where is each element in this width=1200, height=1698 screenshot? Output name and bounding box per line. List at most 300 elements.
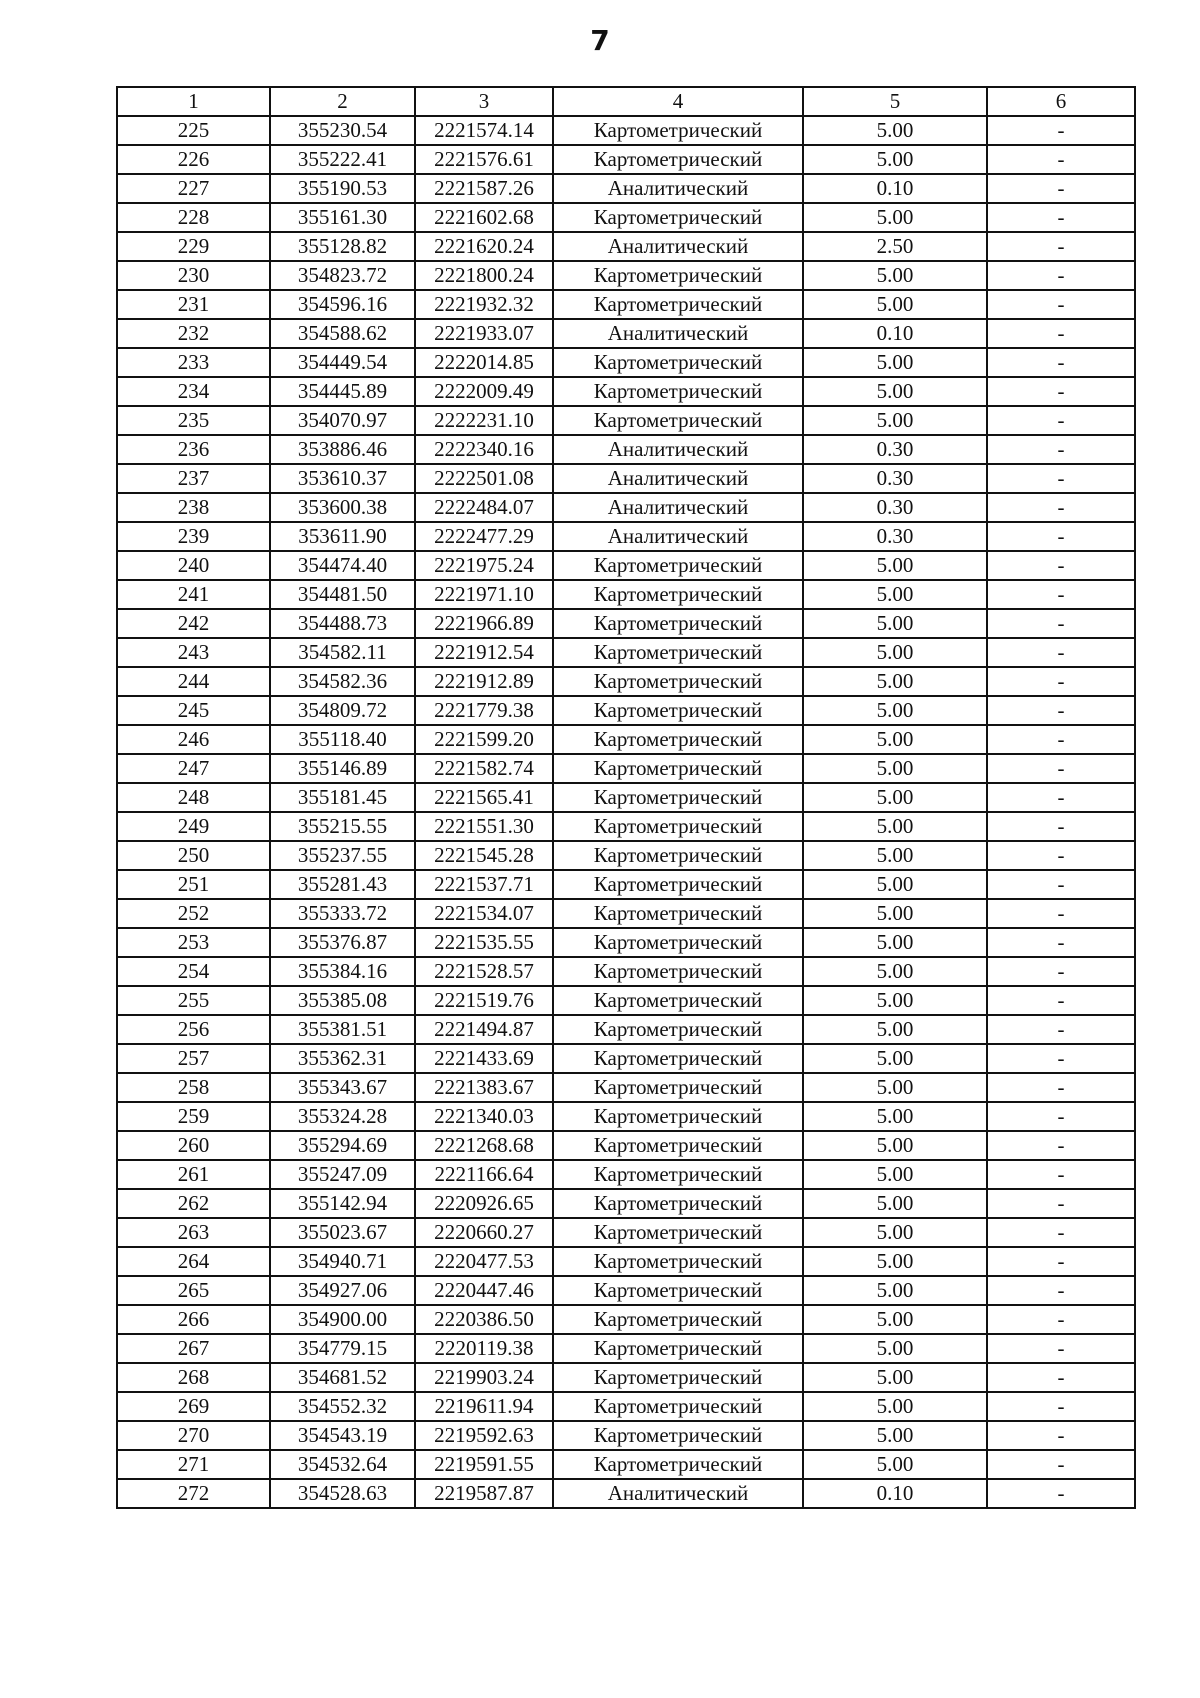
x-coordinate-cell: 355281.43 [270, 870, 415, 899]
y-coordinate-cell: 2219592.63 [415, 1421, 553, 1450]
x-coordinate-cell: 354528.63 [270, 1479, 415, 1508]
table-row [117, 1305, 1135, 1334]
accuracy-cell: 5.00 [803, 1334, 987, 1363]
x-coordinate-cell: 353886.46 [270, 435, 415, 464]
x-coordinate-cell: 355023.67 [270, 1218, 415, 1247]
note-cell: - [987, 725, 1135, 754]
note-cell: - [987, 812, 1135, 841]
accuracy-cell: 5.00 [803, 406, 987, 435]
accuracy-cell: 5.00 [803, 1102, 987, 1131]
note-cell: - [987, 377, 1135, 406]
accuracy-cell: 5.00 [803, 783, 987, 812]
accuracy-cell: 5.00 [803, 348, 987, 377]
accuracy-cell: 5.00 [803, 1189, 987, 1218]
table-row [117, 261, 1135, 290]
x-coordinate-cell: 355142.94 [270, 1189, 415, 1218]
table-row [117, 319, 1135, 348]
column-header: 2 [270, 87, 415, 116]
x-coordinate-cell: 355376.87 [270, 928, 415, 957]
point-number-cell: 266 [117, 1305, 270, 1334]
point-number-cell: 233 [117, 348, 270, 377]
accuracy-cell: 5.00 [803, 667, 987, 696]
point-number-cell: 264 [117, 1247, 270, 1276]
page-number: 7 [590, 24, 610, 57]
table-row [117, 377, 1135, 406]
accuracy-cell: 5.00 [803, 1218, 987, 1247]
y-coordinate-cell: 2221602.68 [415, 203, 553, 232]
method-cell: Картометрический [553, 1450, 803, 1479]
method-cell: Картометрический [553, 812, 803, 841]
accuracy-cell: 0.10 [803, 174, 987, 203]
accuracy-cell: 5.00 [803, 1247, 987, 1276]
y-coordinate-cell: 2221494.87 [415, 1015, 553, 1044]
point-number-cell: 238 [117, 493, 270, 522]
x-coordinate-cell: 355324.28 [270, 1102, 415, 1131]
point-number-cell: 237 [117, 464, 270, 493]
x-coordinate-cell: 355247.09 [270, 1160, 415, 1189]
accuracy-cell: 5.00 [803, 551, 987, 580]
y-coordinate-cell: 2221574.14 [415, 116, 553, 145]
point-number-cell: 253 [117, 928, 270, 957]
note-cell: - [987, 1450, 1135, 1479]
point-number-cell: 240 [117, 551, 270, 580]
accuracy-cell: 5.00 [803, 754, 987, 783]
accuracy-cell: 5.00 [803, 580, 987, 609]
y-coordinate-cell: 2221268.68 [415, 1131, 553, 1160]
point-number-cell: 243 [117, 638, 270, 667]
accuracy-cell: 0.30 [803, 493, 987, 522]
note-cell: - [987, 696, 1135, 725]
accuracy-cell: 5.00 [803, 1450, 987, 1479]
x-coordinate-cell: 354809.72 [270, 696, 415, 725]
y-coordinate-cell: 2220477.53 [415, 1247, 553, 1276]
table-row [117, 1073, 1135, 1102]
point-number-cell: 242 [117, 609, 270, 638]
table-row [117, 1363, 1135, 1392]
note-cell: - [987, 667, 1135, 696]
table-row [117, 406, 1135, 435]
point-number-cell: 260 [117, 1131, 270, 1160]
table-row [117, 1015, 1135, 1044]
table-row [117, 1392, 1135, 1421]
x-coordinate-cell: 354940.71 [270, 1247, 415, 1276]
x-coordinate-cell: 354070.97 [270, 406, 415, 435]
accuracy-cell: 5.00 [803, 1392, 987, 1421]
note-cell: - [987, 1073, 1135, 1102]
accuracy-cell: 5.00 [803, 261, 987, 290]
x-coordinate-cell: 354588.62 [270, 319, 415, 348]
x-coordinate-cell: 354488.73 [270, 609, 415, 638]
method-cell: Картометрический [553, 1218, 803, 1247]
note-cell: - [987, 551, 1135, 580]
y-coordinate-cell: 2222231.10 [415, 406, 553, 435]
method-cell: Картометрический [553, 1305, 803, 1334]
y-coordinate-cell: 2222340.16 [415, 435, 553, 464]
y-coordinate-cell: 2221800.24 [415, 261, 553, 290]
table-row [117, 638, 1135, 667]
note-cell: - [987, 435, 1135, 464]
point-number-cell: 231 [117, 290, 270, 319]
accuracy-cell: 5.00 [803, 870, 987, 899]
y-coordinate-cell: 2221537.71 [415, 870, 553, 899]
method-cell: Аналитический [553, 464, 803, 493]
accuracy-cell: 5.00 [803, 1276, 987, 1305]
accuracy-cell: 5.00 [803, 957, 987, 986]
note-cell: - [987, 116, 1135, 145]
table-row [117, 725, 1135, 754]
note-cell: - [987, 957, 1135, 986]
point-number-cell: 228 [117, 203, 270, 232]
note-cell: - [987, 406, 1135, 435]
y-coordinate-cell: 2221582.74 [415, 754, 553, 783]
y-coordinate-cell: 2221576.61 [415, 145, 553, 174]
y-coordinate-cell: 2220447.46 [415, 1276, 553, 1305]
table-row [117, 551, 1135, 580]
y-coordinate-cell: 2219611.94 [415, 1392, 553, 1421]
accuracy-cell: 5.00 [803, 1305, 987, 1334]
x-coordinate-cell: 354900.00 [270, 1305, 415, 1334]
accuracy-cell: 5.00 [803, 290, 987, 319]
x-coordinate-cell: 354552.32 [270, 1392, 415, 1421]
y-coordinate-cell: 2221528.57 [415, 957, 553, 986]
accuracy-cell: 5.00 [803, 696, 987, 725]
accuracy-cell: 5.00 [803, 116, 987, 145]
method-cell: Картометрический [553, 928, 803, 957]
x-coordinate-cell: 353600.38 [270, 493, 415, 522]
note-cell: - [987, 1044, 1135, 1073]
x-coordinate-cell: 355343.67 [270, 1073, 415, 1102]
method-cell: Картометрический [553, 899, 803, 928]
x-coordinate-cell: 355333.72 [270, 899, 415, 928]
y-coordinate-cell: 2221933.07 [415, 319, 553, 348]
y-coordinate-cell: 2221433.69 [415, 1044, 553, 1073]
table-row [117, 493, 1135, 522]
table-row [117, 174, 1135, 203]
point-number-cell: 227 [117, 174, 270, 203]
table-row [117, 783, 1135, 812]
note-cell: - [987, 261, 1135, 290]
x-coordinate-cell: 355161.30 [270, 203, 415, 232]
method-cell: Картометрический [553, 1073, 803, 1102]
y-coordinate-cell: 2221534.07 [415, 899, 553, 928]
x-coordinate-cell: 354543.19 [270, 1421, 415, 1450]
accuracy-cell: 5.00 [803, 145, 987, 174]
accuracy-cell: 5.00 [803, 1015, 987, 1044]
table-row [117, 348, 1135, 377]
note-cell: - [987, 783, 1135, 812]
method-cell: Картометрический [553, 1160, 803, 1189]
method-cell: Картометрический [553, 1334, 803, 1363]
method-cell: Картометрический [553, 725, 803, 754]
method-cell: Аналитический [553, 174, 803, 203]
x-coordinate-cell: 355294.69 [270, 1131, 415, 1160]
y-coordinate-cell: 2220926.65 [415, 1189, 553, 1218]
x-coordinate-cell: 355384.16 [270, 957, 415, 986]
method-cell: Картометрический [553, 1392, 803, 1421]
point-number-cell: 229 [117, 232, 270, 261]
method-cell: Картометрический [553, 145, 803, 174]
table-row [117, 928, 1135, 957]
table-row [117, 1218, 1135, 1247]
table-row [117, 522, 1135, 551]
x-coordinate-cell: 355222.41 [270, 145, 415, 174]
point-number-cell: 251 [117, 870, 270, 899]
x-coordinate-cell: 354532.64 [270, 1450, 415, 1479]
table-header [117, 87, 1135, 116]
table-row [117, 1421, 1135, 1450]
point-number-cell: 248 [117, 783, 270, 812]
point-number-cell: 267 [117, 1334, 270, 1363]
note-cell: - [987, 638, 1135, 667]
y-coordinate-cell: 2221587.26 [415, 174, 553, 203]
table-row [117, 899, 1135, 928]
table-row [117, 580, 1135, 609]
table-row [117, 957, 1135, 986]
point-number-cell: 271 [117, 1450, 270, 1479]
y-coordinate-cell: 2221565.41 [415, 783, 553, 812]
accuracy-cell: 5.00 [803, 1363, 987, 1392]
point-number-cell: 262 [117, 1189, 270, 1218]
y-coordinate-cell: 2219591.55 [415, 1450, 553, 1479]
table-row [117, 1450, 1135, 1479]
accuracy-cell: 0.30 [803, 464, 987, 493]
method-cell: Картометрический [553, 348, 803, 377]
method-cell: Картометрический [553, 580, 803, 609]
x-coordinate-cell: 354681.52 [270, 1363, 415, 1392]
table-row [117, 1102, 1135, 1131]
point-number-cell: 263 [117, 1218, 270, 1247]
y-coordinate-cell: 2221912.54 [415, 638, 553, 667]
point-number-cell: 254 [117, 957, 270, 986]
note-cell: - [987, 1160, 1135, 1189]
point-number-cell: 234 [117, 377, 270, 406]
x-coordinate-cell: 353611.90 [270, 522, 415, 551]
y-coordinate-cell: 2221620.24 [415, 232, 553, 261]
note-cell: - [987, 1421, 1135, 1450]
y-coordinate-cell: 2221545.28 [415, 841, 553, 870]
y-coordinate-cell: 2221975.24 [415, 551, 553, 580]
point-number-cell: 225 [117, 116, 270, 145]
method-cell: Картометрический [553, 290, 803, 319]
note-cell: - [987, 174, 1135, 203]
method-cell: Картометрический [553, 1044, 803, 1073]
method-cell: Картометрический [553, 203, 803, 232]
accuracy-cell: 5.00 [803, 1044, 987, 1073]
method-cell: Картометрический [553, 1102, 803, 1131]
column-header: 5 [803, 87, 987, 116]
column-header: 3 [415, 87, 553, 116]
note-cell: - [987, 493, 1135, 522]
method-cell: Картометрический [553, 1247, 803, 1276]
note-cell: - [987, 464, 1135, 493]
table-row [117, 290, 1135, 319]
accuracy-cell: 0.10 [803, 319, 987, 348]
note-cell: - [987, 522, 1135, 551]
y-coordinate-cell: 2219903.24 [415, 1363, 553, 1392]
accuracy-cell: 0.30 [803, 435, 987, 464]
y-coordinate-cell: 2221383.67 [415, 1073, 553, 1102]
point-number-cell: 259 [117, 1102, 270, 1131]
y-coordinate-cell: 2222501.08 [415, 464, 553, 493]
x-coordinate-cell: 355230.54 [270, 116, 415, 145]
x-coordinate-cell: 355118.40 [270, 725, 415, 754]
method-cell: Картометрический [553, 1189, 803, 1218]
y-coordinate-cell: 2221599.20 [415, 725, 553, 754]
method-cell: Аналитический [553, 232, 803, 261]
x-coordinate-cell: 354927.06 [270, 1276, 415, 1305]
table-row [117, 1334, 1135, 1363]
x-coordinate-cell: 354582.36 [270, 667, 415, 696]
accuracy-cell: 5.00 [803, 203, 987, 232]
x-coordinate-cell: 355381.51 [270, 1015, 415, 1044]
note-cell: - [987, 290, 1135, 319]
table-row [117, 435, 1135, 464]
method-cell: Аналитический [553, 1479, 803, 1508]
table-row [117, 232, 1135, 261]
y-coordinate-cell: 2220660.27 [415, 1218, 553, 1247]
method-cell: Картометрический [553, 551, 803, 580]
point-number-cell: 249 [117, 812, 270, 841]
accuracy-cell: 5.00 [803, 1421, 987, 1450]
method-cell: Картометрический [553, 986, 803, 1015]
table-row [117, 870, 1135, 899]
y-coordinate-cell: 2220386.50 [415, 1305, 553, 1334]
accuracy-cell: 5.00 [803, 1160, 987, 1189]
note-cell: - [987, 870, 1135, 899]
note-cell: - [987, 754, 1135, 783]
table-row [117, 464, 1135, 493]
accuracy-cell: 5.00 [803, 609, 987, 638]
table-row [117, 116, 1135, 145]
note-cell: - [987, 1189, 1135, 1218]
table-row [117, 609, 1135, 638]
y-coordinate-cell: 2222014.85 [415, 348, 553, 377]
method-cell: Картометрический [553, 1276, 803, 1305]
y-coordinate-cell: 2221519.76 [415, 986, 553, 1015]
table-row [117, 667, 1135, 696]
accuracy-cell: 5.00 [803, 986, 987, 1015]
note-cell: - [987, 1276, 1135, 1305]
table-row [117, 1276, 1135, 1305]
y-coordinate-cell: 2221971.10 [415, 580, 553, 609]
method-cell: Картометрический [553, 261, 803, 290]
note-cell: - [987, 1102, 1135, 1131]
note-cell: - [987, 899, 1135, 928]
table-row [117, 841, 1135, 870]
method-cell: Картометрический [553, 406, 803, 435]
method-cell: Картометрический [553, 609, 803, 638]
note-cell: - [987, 203, 1135, 232]
x-coordinate-cell: 355181.45 [270, 783, 415, 812]
y-coordinate-cell: 2221779.38 [415, 696, 553, 725]
point-number-cell: 236 [117, 435, 270, 464]
table-row [117, 696, 1135, 725]
x-coordinate-cell: 355237.55 [270, 841, 415, 870]
column-header: 6 [987, 87, 1135, 116]
y-coordinate-cell: 2221932.32 [415, 290, 553, 319]
x-coordinate-cell: 354779.15 [270, 1334, 415, 1363]
note-cell: - [987, 232, 1135, 261]
note-cell: - [987, 928, 1135, 957]
method-cell: Картометрический [553, 1363, 803, 1392]
accuracy-cell: 5.00 [803, 1073, 987, 1102]
method-cell: Картометрический [553, 116, 803, 145]
y-coordinate-cell: 2221535.55 [415, 928, 553, 957]
note-cell: - [987, 319, 1135, 348]
note-cell: - [987, 1392, 1135, 1421]
method-cell: Аналитический [553, 522, 803, 551]
point-number-cell: 232 [117, 319, 270, 348]
x-coordinate-cell: 353610.37 [270, 464, 415, 493]
method-cell: Аналитический [553, 493, 803, 522]
x-coordinate-cell: 355128.82 [270, 232, 415, 261]
point-number-cell: 235 [117, 406, 270, 435]
x-coordinate-cell: 354474.40 [270, 551, 415, 580]
note-cell: - [987, 1131, 1135, 1160]
method-cell: Картометрический [553, 638, 803, 667]
x-coordinate-cell: 354445.89 [270, 377, 415, 406]
table-row [117, 754, 1135, 783]
point-number-cell: 261 [117, 1160, 270, 1189]
note-cell: - [987, 1334, 1135, 1363]
x-coordinate-cell: 354481.50 [270, 580, 415, 609]
point-number-cell: 244 [117, 667, 270, 696]
point-number-cell: 257 [117, 1044, 270, 1073]
point-number-cell: 252 [117, 899, 270, 928]
point-number-cell: 255 [117, 986, 270, 1015]
point-number-cell: 245 [117, 696, 270, 725]
x-coordinate-cell: 355215.55 [270, 812, 415, 841]
method-cell: Картометрический [553, 1015, 803, 1044]
point-number-cell: 247 [117, 754, 270, 783]
point-number-cell: 256 [117, 1015, 270, 1044]
coordinates-table [116, 86, 1136, 1509]
note-cell: - [987, 580, 1135, 609]
method-cell: Картометрический [553, 841, 803, 870]
note-cell: - [987, 1015, 1135, 1044]
y-coordinate-cell: 2221966.89 [415, 609, 553, 638]
note-cell: - [987, 986, 1135, 1015]
y-coordinate-cell: 2221166.64 [415, 1160, 553, 1189]
x-coordinate-cell: 354582.11 [270, 638, 415, 667]
point-number-cell: 239 [117, 522, 270, 551]
table-row [117, 1479, 1135, 1508]
accuracy-cell: 5.00 [803, 638, 987, 667]
method-cell: Картометрический [553, 957, 803, 986]
method-cell: Аналитический [553, 435, 803, 464]
note-cell: - [987, 1305, 1135, 1334]
accuracy-cell: 5.00 [803, 812, 987, 841]
x-coordinate-cell: 355385.08 [270, 986, 415, 1015]
method-cell: Картометрический [553, 377, 803, 406]
note-cell: - [987, 841, 1135, 870]
point-number-cell: 265 [117, 1276, 270, 1305]
note-cell: - [987, 1218, 1135, 1247]
method-cell: Картометрический [553, 667, 803, 696]
point-number-cell: 258 [117, 1073, 270, 1102]
header-row [117, 87, 1135, 116]
point-number-cell: 246 [117, 725, 270, 754]
table-row [117, 1044, 1135, 1073]
point-number-cell: 272 [117, 1479, 270, 1508]
method-cell: Аналитический [553, 319, 803, 348]
y-coordinate-cell: 2221551.30 [415, 812, 553, 841]
note-cell: - [987, 1247, 1135, 1276]
table-row [117, 1247, 1135, 1276]
method-cell: Картометрический [553, 783, 803, 812]
table-row [117, 986, 1135, 1015]
accuracy-cell: 2.50 [803, 232, 987, 261]
